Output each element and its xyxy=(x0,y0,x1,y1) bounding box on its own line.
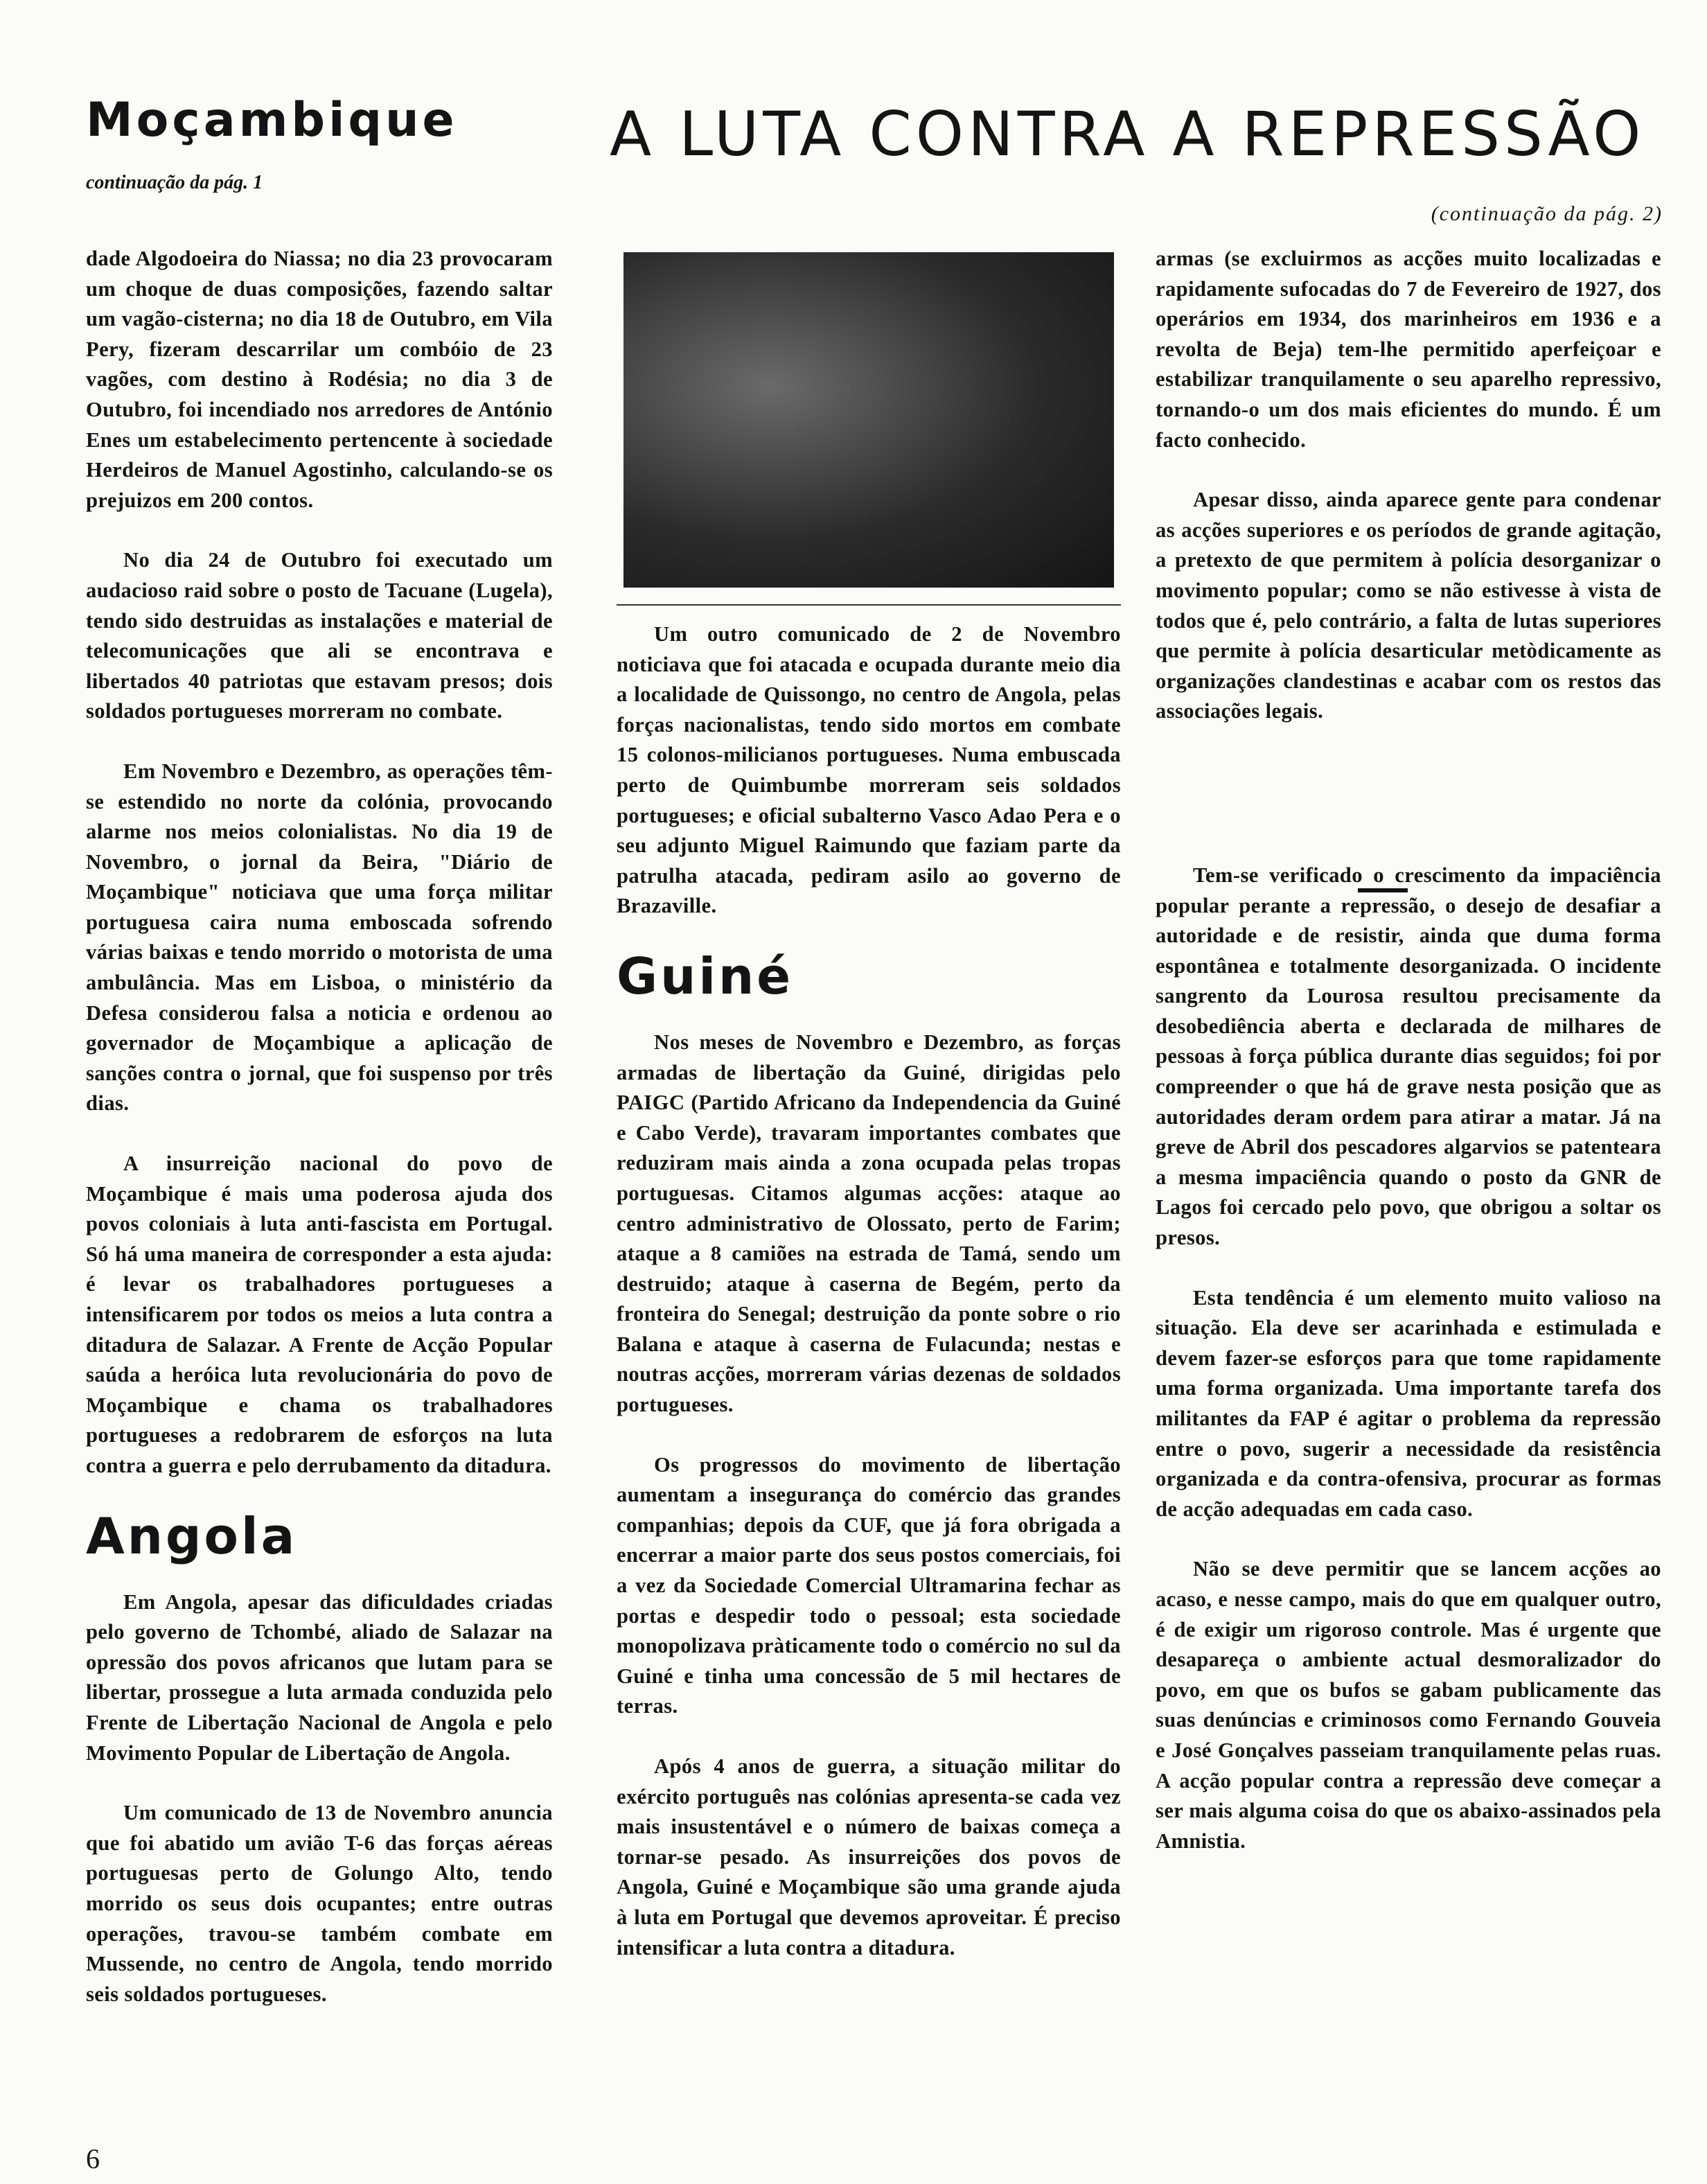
column-middle xyxy=(617,619,1121,1993)
page-number: 6 xyxy=(86,2143,100,2174)
paragraph: A insurreição nacional do povo de Moçambique é mais uma poderosa ajuda dos povos coloniais à luta anti-fascista em Portugal. Só há uma maneira de corresponder a esta ajuda: é levar os trabalhadores portugueses a intensificarem por todos os meios a luta contra a ditadura de Salazar. A Frente de Acção Popular saúda a heróica luta revolucionária do povo de Moçambique e chama os trabalhadores portugueses a redobrarem de esforços na luta contra a guerra e pelo derrubamento da ditadura. xyxy=(86,1152,553,1477)
paragraph: Em Angola, apesar das dificuldades criadas pelo governo de Tchombé, aliado de Salazar na opressão dos povos africanos que lutam para se libertar, prossegue a luta armada conduzida pelo Frente de Libertação Nacional de Angola e pelo Movimento Popular de Libertação de Angola. xyxy=(86,1589,553,1765)
spacer xyxy=(1156,757,1661,861)
main-headline: A LUTA CONTRA A REPRESSÃO xyxy=(610,98,1645,170)
paragraph: No dia 24 de Outubro foi executado um audacioso raid sobre o posto de Tacuane (Lugela), tendo sido destruidas as instalações e material de telecomunicações que ali se encontrava e libertados 40 patriotas que estavam presos; dois soldados portugueses morreram no combate. xyxy=(86,548,553,723)
photo-divider xyxy=(617,604,1121,606)
news-photo xyxy=(623,252,1114,588)
paragraph: Os progressos do movimento de libertação aumentam a insegurança do comércio das grandes companhias; depois da CUF, que já fora obrigada a encerrar a maior parte dos seus postos comerciais, foi a vez da Sociedade Comercial Ultramarina fechar as portas e despedir todo o pessoal; esta sociedade monopolizava pràticamente todo o comércio no sul da Guiné e tinha uma concessão de 5 mil hectares de terras. xyxy=(617,1452,1121,1718)
paragraph: Esta tendência é um elemento muito valioso na situação. Ela deve ser acarinhada e estimulada e devem fazer-se esforços para que tome rapidamente uma forma organizada. Uma importante tarefa dos militantes da FAP é agitar o problema da repressão entre o povo, sugerir a necessidade da resistência organizada e da contra-ofensiva, procurar as formas de acção adequadas em cada caso. xyxy=(1156,1285,1661,1521)
paragraph: Um comunicado de 13 de Novembro anuncia que foi abatido um avião T-6 das forças aéreas portuguesas perto de Golungo Alto, tendo morrido os seus dois ocupantes; entre outras operações, travou-se também combate em Mussende, no centro de Angola, tendo morrido seis soldados portugueses. xyxy=(86,1801,553,2006)
paragraph: Em Novembro e Dezembro, as operações têm-se estendido no norte da colónia, provocando alarme nos meios colonialistas. No dia 19 de Novembro, o jornal da Beira, "Diário de Moçambique" noticiava que uma força militar portuguesa caira numa emboscada sofrendo várias baixas e tendo morrido o motorista de uma ambulância. Mas em Lisboa, o ministério da Defesa considerou falsa a noticia e ordenou ao governador de Moçambique a aplicação de sanções contra o jornal, que foi suspenso por três dias. xyxy=(86,759,553,1116)
paragraph: Não se deve permitir que se lancem acções ao acaso, e nesse campo, mais do que em qualquer outro, é de exigir um rigoroso controle. Mas é urgente que desapareça o ambiente actual desmoralizador do povo, em que os bufos se gabam publicamente das suas denúncias e criminosos como Fernando Gouveia e José Gonçalves passeiam tranquilamente pelas ruas. A acção popular contra a repressão deve começar a ser mais alguma coisa do que os abaixo-assinados pela Amnistia. xyxy=(1156,1557,1661,1853)
paragraph: armas (se excluirmos as acções muito localizadas e rapidamente sufocadas do 7 de Fevereiro de 1927, dos operários em 1934, dos marinheiros em 1936 e a revolta de Beja) tem-lhe permitido aperfeiçoar e estabilizar tranquilamente o seu aparelho repressivo, tornando-o um dos mais eficientes do mundo. É um facto conhecido. xyxy=(1156,247,1661,452)
paragraph: Apesar disso, ainda aparece gente para condenar as acções superiores e os períodos de grande agitação, a pretexto de que permitem à polícia desorganizar o movimento popular; como se não estivesse à vista de todos que é, pelo contrário, a falta de lutas superiores que permite à polícia desarticular metòdicamente as organizações clandestinas e acabar com os restos das associações legais. xyxy=(1156,488,1661,723)
paragraph: dade Algodoeira do Niassa; no dia 23 provocaram um choque de duas composições, fazendo saltar um vagão-cisterna; no dia 18 de Outubro, em Vila Pery, fizeram descarrilar um combóio de 23 vagões, com destino à Rodésia; no dia 3 de Outubro, foi incendiado nos arredores de António Enes um estabelecimento pertencente à sociedade Herdeiros de Manuel Agostinho, calculando-se os prejuizos em 200 contos. xyxy=(86,247,553,512)
paragraph: Tem-se verificado o crescimento da impaciência popular perante a repressão, o desejo de desafiar a autoridade e de resistir, ainda que duma forma espontânea e totalmente desorganizada. O incidente sangrento da Lourosa resultou precisamente da desobediência aberta e declarada de milhares de pessoas à força pública durante dias seguidos; foi por compreender o que há de grave nesta posição que as autoridades deram ordem para atirar a matar. Já na greve de Abril dos pescadores algarvios se patenteara a mesma impaciência quando o posto da GNR de Lagos foi cercado pelo povo, que obrigou a soltar os presos. xyxy=(1156,863,1661,1250)
paragraph: Um outro comunicado de 2 de Novembro noticiava que foi atacada e ocupada durante meio dia a localidade de Quissongo, no centro de Angola, pelas forças nacionalistas, tendo sido mortos em combate 15 colonos-milicianos portugueses. Numa embuscada perto de Quimbumbe morreram seis soldados portugueses; e oficial subalterno Vasco Adao Pera e o seu adjunto Miguel Raimundo que faziam parte da patrulha atacada, pediram asilo ao governo de Brazaville. xyxy=(617,622,1121,918)
main-continuation-note: (continuação da pág. 2) xyxy=(1431,202,1663,225)
paragraph: Nos meses de Novembro e Dezembro, as forças armadas de libertação da Guiné, dirigidas pelo PAIGC (Partido Africano da Independencia da Guiné e Cabo Verde), travaram importantes combates que reduziram mais ainda a zona ocupada pelas tropas portuguesas. Citamos algumas acções: ataque ao centro administrativo de Olossato, perto de Farim; ataque a 8 camiões na estrada de Tamá, sendo um destruido; ataque à caserna de Begém, perto da fronteira do Senegal; destruição da ponte sobre o rio Balana e ataque à caserna de Fulacunda; nestas e noutras acções, morreram várias dezenas de soldados portugueses. xyxy=(617,1030,1121,1417)
section-heading-guine: Guiné xyxy=(617,946,794,1005)
left-continuation-note: continuação da pág. 1 xyxy=(86,172,263,193)
column-left xyxy=(86,244,553,2039)
section-heading-angola: Angola xyxy=(86,1506,298,1565)
paragraph: Após 4 anos de guerra, a situação militar do exército português nas colónias apresenta-se cada vez mais insustentável e o número de baixas começa a tornar-se pesado. As insurreições dos povos de Angola, Guiné e Moçambique são uma grande ajuda à luta em Portugal que devemos aproveitar. É preciso intensificar a luta contra a ditadura. xyxy=(617,1754,1121,1960)
section-divider-dash xyxy=(1358,888,1408,892)
column-right xyxy=(1156,244,1661,1886)
left-section-title: Moçambique xyxy=(86,93,458,148)
